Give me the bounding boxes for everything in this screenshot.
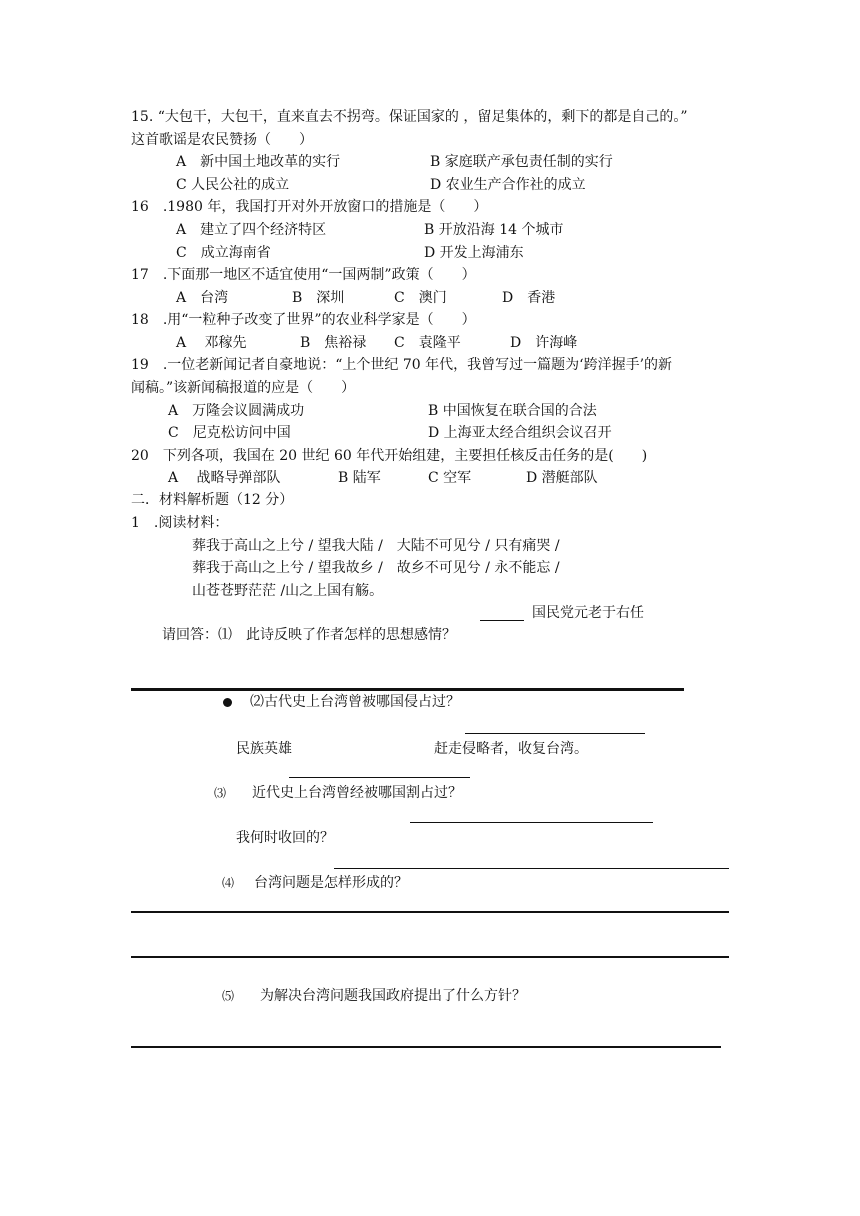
q19-option-d: D 上海亚太经合组织会议召开 — [428, 425, 612, 441]
poem-line-2: 葬我于高山之上兮 / 望我故乡 / 故乡不可见兮 / 永不能忘 / — [192, 560, 560, 576]
q18-option-d: D 许海峰 — [510, 335, 578, 351]
q15-option-c: C 人民公社的成立 — [176, 177, 290, 193]
q19-option-b: B 中国恢复在联合国的合法 — [428, 403, 597, 419]
section-heading: 二．材料解析题（12 分） — [131, 492, 294, 508]
q20-option-c: C 空军 — [428, 470, 472, 486]
question-1: 请回答：⑴ 此诗反映了作者怎样的思想感情？ — [162, 627, 456, 643]
question-5: 为解决台湾问题我国政府提出了什么方针？ — [260, 988, 526, 1004]
answer-line-5 — [131, 1046, 721, 1048]
national-hero-label: 民族英雄 — [236, 741, 292, 757]
q18-option-b: B 焦裕禄 — [300, 335, 367, 351]
author-dash-line — [480, 620, 524, 621]
answer-line-3a — [410, 822, 653, 823]
q18-option-c: C 袁隆平 — [394, 335, 461, 351]
answer-line-3b — [334, 868, 729, 869]
q20-option-d: D 潜艇部队 — [526, 470, 598, 486]
q15-option-b: B 家庭联产承包责任制的实行 — [430, 154, 613, 170]
q19-option-c: C 尼克松访问中国 — [168, 425, 291, 441]
q17-option-c: C 澳门 — [394, 290, 447, 306]
q18-option-a: A 邓稼先 — [176, 335, 247, 351]
reading-material-label: 1 .阅读材料： — [131, 515, 229, 531]
q18-stem: 18 .用“一粒种子改变了世界”的农业科学家是（ ） — [131, 312, 476, 328]
q19-option-a: A 万隆会议圆满成功 — [168, 403, 305, 419]
q15-stem-line1: 15. “大包干，大包干，直来直去不拐弯。保证国家的 ，留足集体的，剩下的都是自己的。” — [131, 109, 688, 125]
question-5-number: ⑸ — [222, 989, 235, 1003]
q20-stem: 20 下列各项，我国在 20 世纪 60 年代开始组建，主要担任核反击任务的是( ) — [131, 448, 648, 464]
question-3-followup: 我何时收回的？ — [236, 830, 334, 846]
q15-option-d: D 农业生产合作社的成立 — [430, 177, 586, 193]
question-2: ⑵古代史上台湾曾被哪国侵占过？ — [250, 694, 460, 710]
q16-stem: 16 .1980 年，我国打开对外开放窗口的措施是（ ） — [131, 199, 488, 215]
question-4-number: ⑷ — [222, 876, 235, 890]
q17-option-d: D 香港 — [502, 290, 556, 306]
answer-line-2b — [289, 777, 470, 778]
q16-option-d: D 开发上海浦东 — [424, 245, 524, 261]
poem-line-3: 山苍苍野茫茫 /山之上国有觞。 — [192, 583, 384, 599]
q15-stem-line2: 这首歌谣是农民赞扬（ ） — [131, 132, 313, 148]
answer-line-4b — [131, 956, 729, 958]
q17-stem: 17 .下面那一地区不适宜使用“一国两制”政策（ ） — [131, 267, 476, 283]
q19-stem-line1: 19 .一位老新闻记者自豪地说：“上个世纪 70 年代，我曾写过一篇题为‘跨洋握手’的新 — [131, 357, 673, 373]
q17-option-b: B 深圳 — [292, 290, 345, 306]
answer-line-2a — [465, 733, 645, 734]
q19-stem-line2: 闻稿。”该新闻稿报道的应是（ ） — [131, 380, 356, 396]
answer-line-4a — [131, 911, 729, 913]
q16-option-c: C 成立海南省 — [176, 245, 271, 261]
question-3-number: ⑶ — [214, 786, 227, 800]
question-4: 台湾问题是怎样形成的？ — [254, 875, 408, 891]
answer-line-1 — [131, 688, 684, 691]
bullet-icon — [223, 698, 232, 707]
poem-author: 国民党元老于右任 — [532, 605, 644, 621]
q17-option-a: A 台湾 — [176, 290, 229, 306]
q20-option-a: A 战略导弹部队 — [168, 470, 281, 486]
question-3: 近代史上台湾曾经被哪国割占过？ — [252, 785, 462, 801]
q20-option-b: B 陆军 — [338, 470, 381, 486]
q16-option-a: A 建立了四个经济特区 — [176, 222, 327, 238]
q16-option-b: B 开放沿海 14 个城市 — [424, 222, 564, 238]
q15-option-a: A 新中国土地改革的实行 — [176, 154, 341, 170]
expel-invaders-text: 赶走侵略者，收复台湾。 — [434, 741, 588, 757]
poem-line-1: 葬我于高山之上兮 / 望我大陆 / 大陆不可见兮 / 只有痛哭 / — [192, 538, 560, 554]
